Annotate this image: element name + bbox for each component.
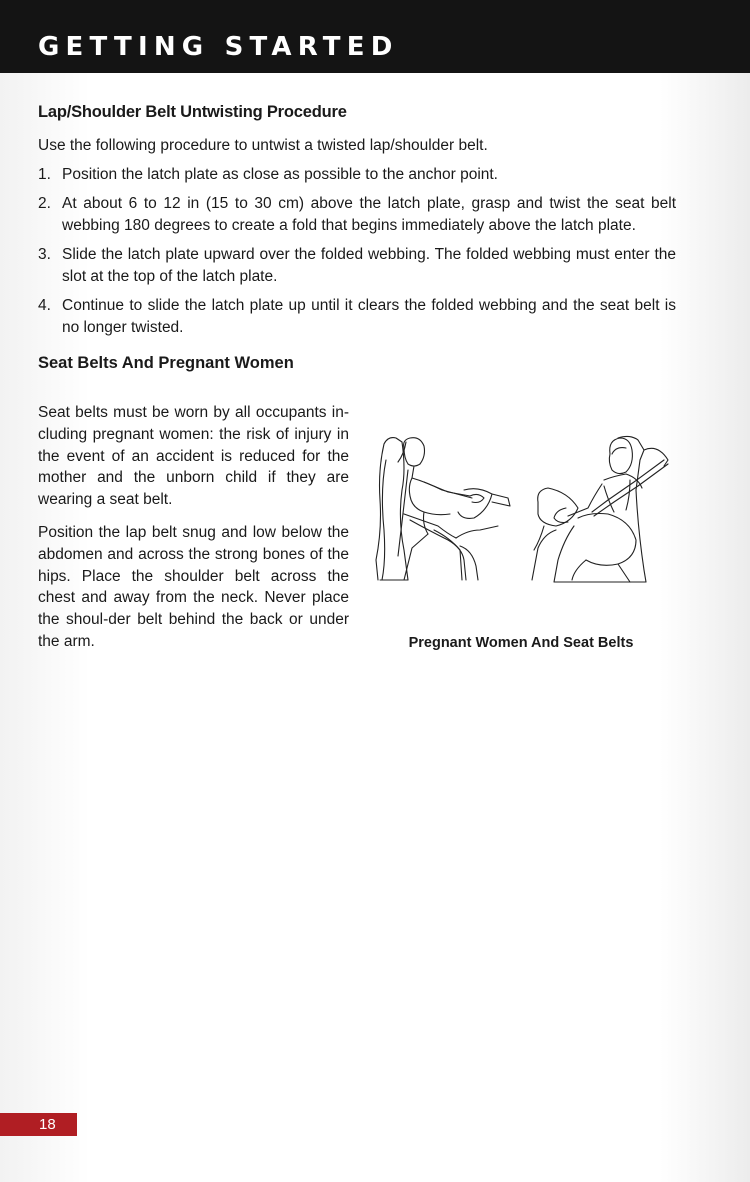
figure-caption: Pregnant Women And Seat Belts [408,635,634,651]
side-view-drawing [376,438,510,580]
step-item [38,244,676,288]
front-view-drawing [532,436,668,582]
page-number: 18 [39,1116,56,1133]
step-number: 3. [38,246,51,263]
pregnant-women-illustration [368,430,678,590]
page-header [0,0,750,73]
untwisting-steps [38,164,676,339]
paragraph: Seat belts must be worn by all occupants in-cluding pregnant women: the risk of injury in the event of an accident is reduced for the mother and the unborn child if they are wearing a seat belt. [38,404,349,509]
section-title: GETTING STARTED [38,32,399,62]
untwisting-heading: Lap/Shoulder Belt Untwisting Procedure [38,103,347,121]
pregnant-women-heading: Seat Belts And Pregnant Women [38,354,294,372]
pregnant-women-text [38,402,349,664]
step-item [38,193,676,237]
main-content [38,100,676,375]
untwisting-intro: Use the following procedure to untwist a twisted lap/shoulder belt. [38,137,488,154]
step-text: At about 6 to 12 in (15 to 30 cm) above the latch plate, grasp and twist the seat belt webbing 180 degrees to create a fold that begins immediately above the latch plate. [62,195,676,234]
step-number: 4. [38,297,51,314]
step-item [38,295,676,339]
step-number: 2. [38,195,51,212]
step-item [38,164,676,186]
step-number: 1. [38,166,51,183]
step-text: Position the latch plate as close as possible to the anchor point. [62,166,498,183]
step-text: Slide the latch plate upward over the folded webbing. The folded webbing must enter the slot at the top of the latch plate. [62,246,676,285]
step-text: Continue to slide the latch plate up until it clears the folded webbing and the seat belt is no longer twisted. [62,297,676,336]
paragraph: Position the lap belt snug and low below the abdomen and across the strong bones of the hips. Place the shoulder belt across the chest and away from the neck. Never place the shoul-der belt behind the back or under the arm. [38,523,349,650]
